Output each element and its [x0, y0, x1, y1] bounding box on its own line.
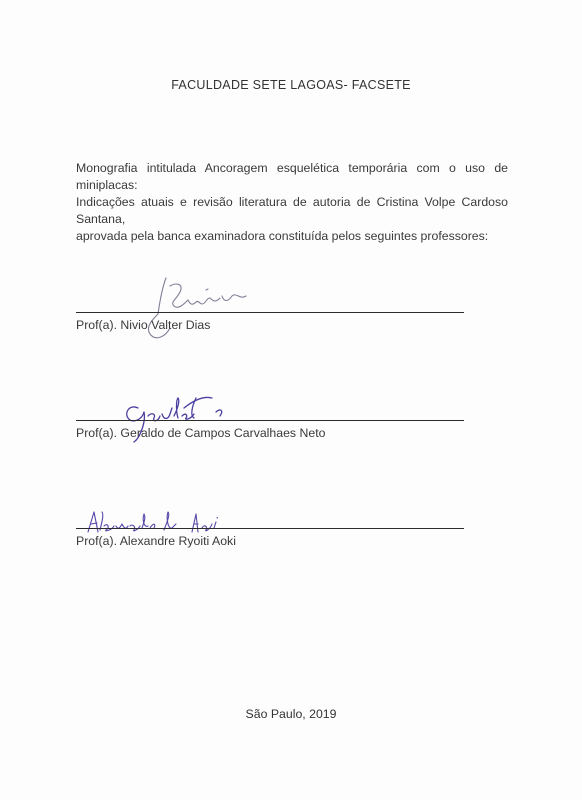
signature-line [76, 420, 464, 421]
examiner-name: Prof(a). Geraldo de Campos Carvalhaes Neto [76, 426, 326, 440]
institution-title: FACULDADE SETE LAGOAS- FACSETE [171, 78, 411, 92]
examiner-signature-block [76, 498, 464, 558]
approval-line: aprovada pela banca examinadora constituída pelos seguintes professores: [76, 229, 489, 243]
approval-line: Indicações atuais e revisão literatura de autoria de Cristina Volpe Cardoso Santana, [76, 195, 508, 226]
approval-statement [76, 160, 508, 245]
examiner-signature-block [76, 382, 464, 452]
approval-line: Monografia intitulada Ancoragem esquelética temporária com o uso de miniplacas: [76, 161, 508, 192]
examiner-name: Prof(a). Alexandre Ryoiti Aoki [76, 534, 236, 548]
handwritten-signature [136, 270, 266, 350]
examiner-signature-block [76, 270, 464, 340]
signature-line [76, 528, 464, 529]
place-date: São Paulo, 2019 [245, 707, 337, 721]
handwritten-signature [84, 504, 224, 538]
examiner-name: Prof(a). Nivio Valter Dias [76, 318, 211, 332]
signature-line [76, 312, 464, 313]
